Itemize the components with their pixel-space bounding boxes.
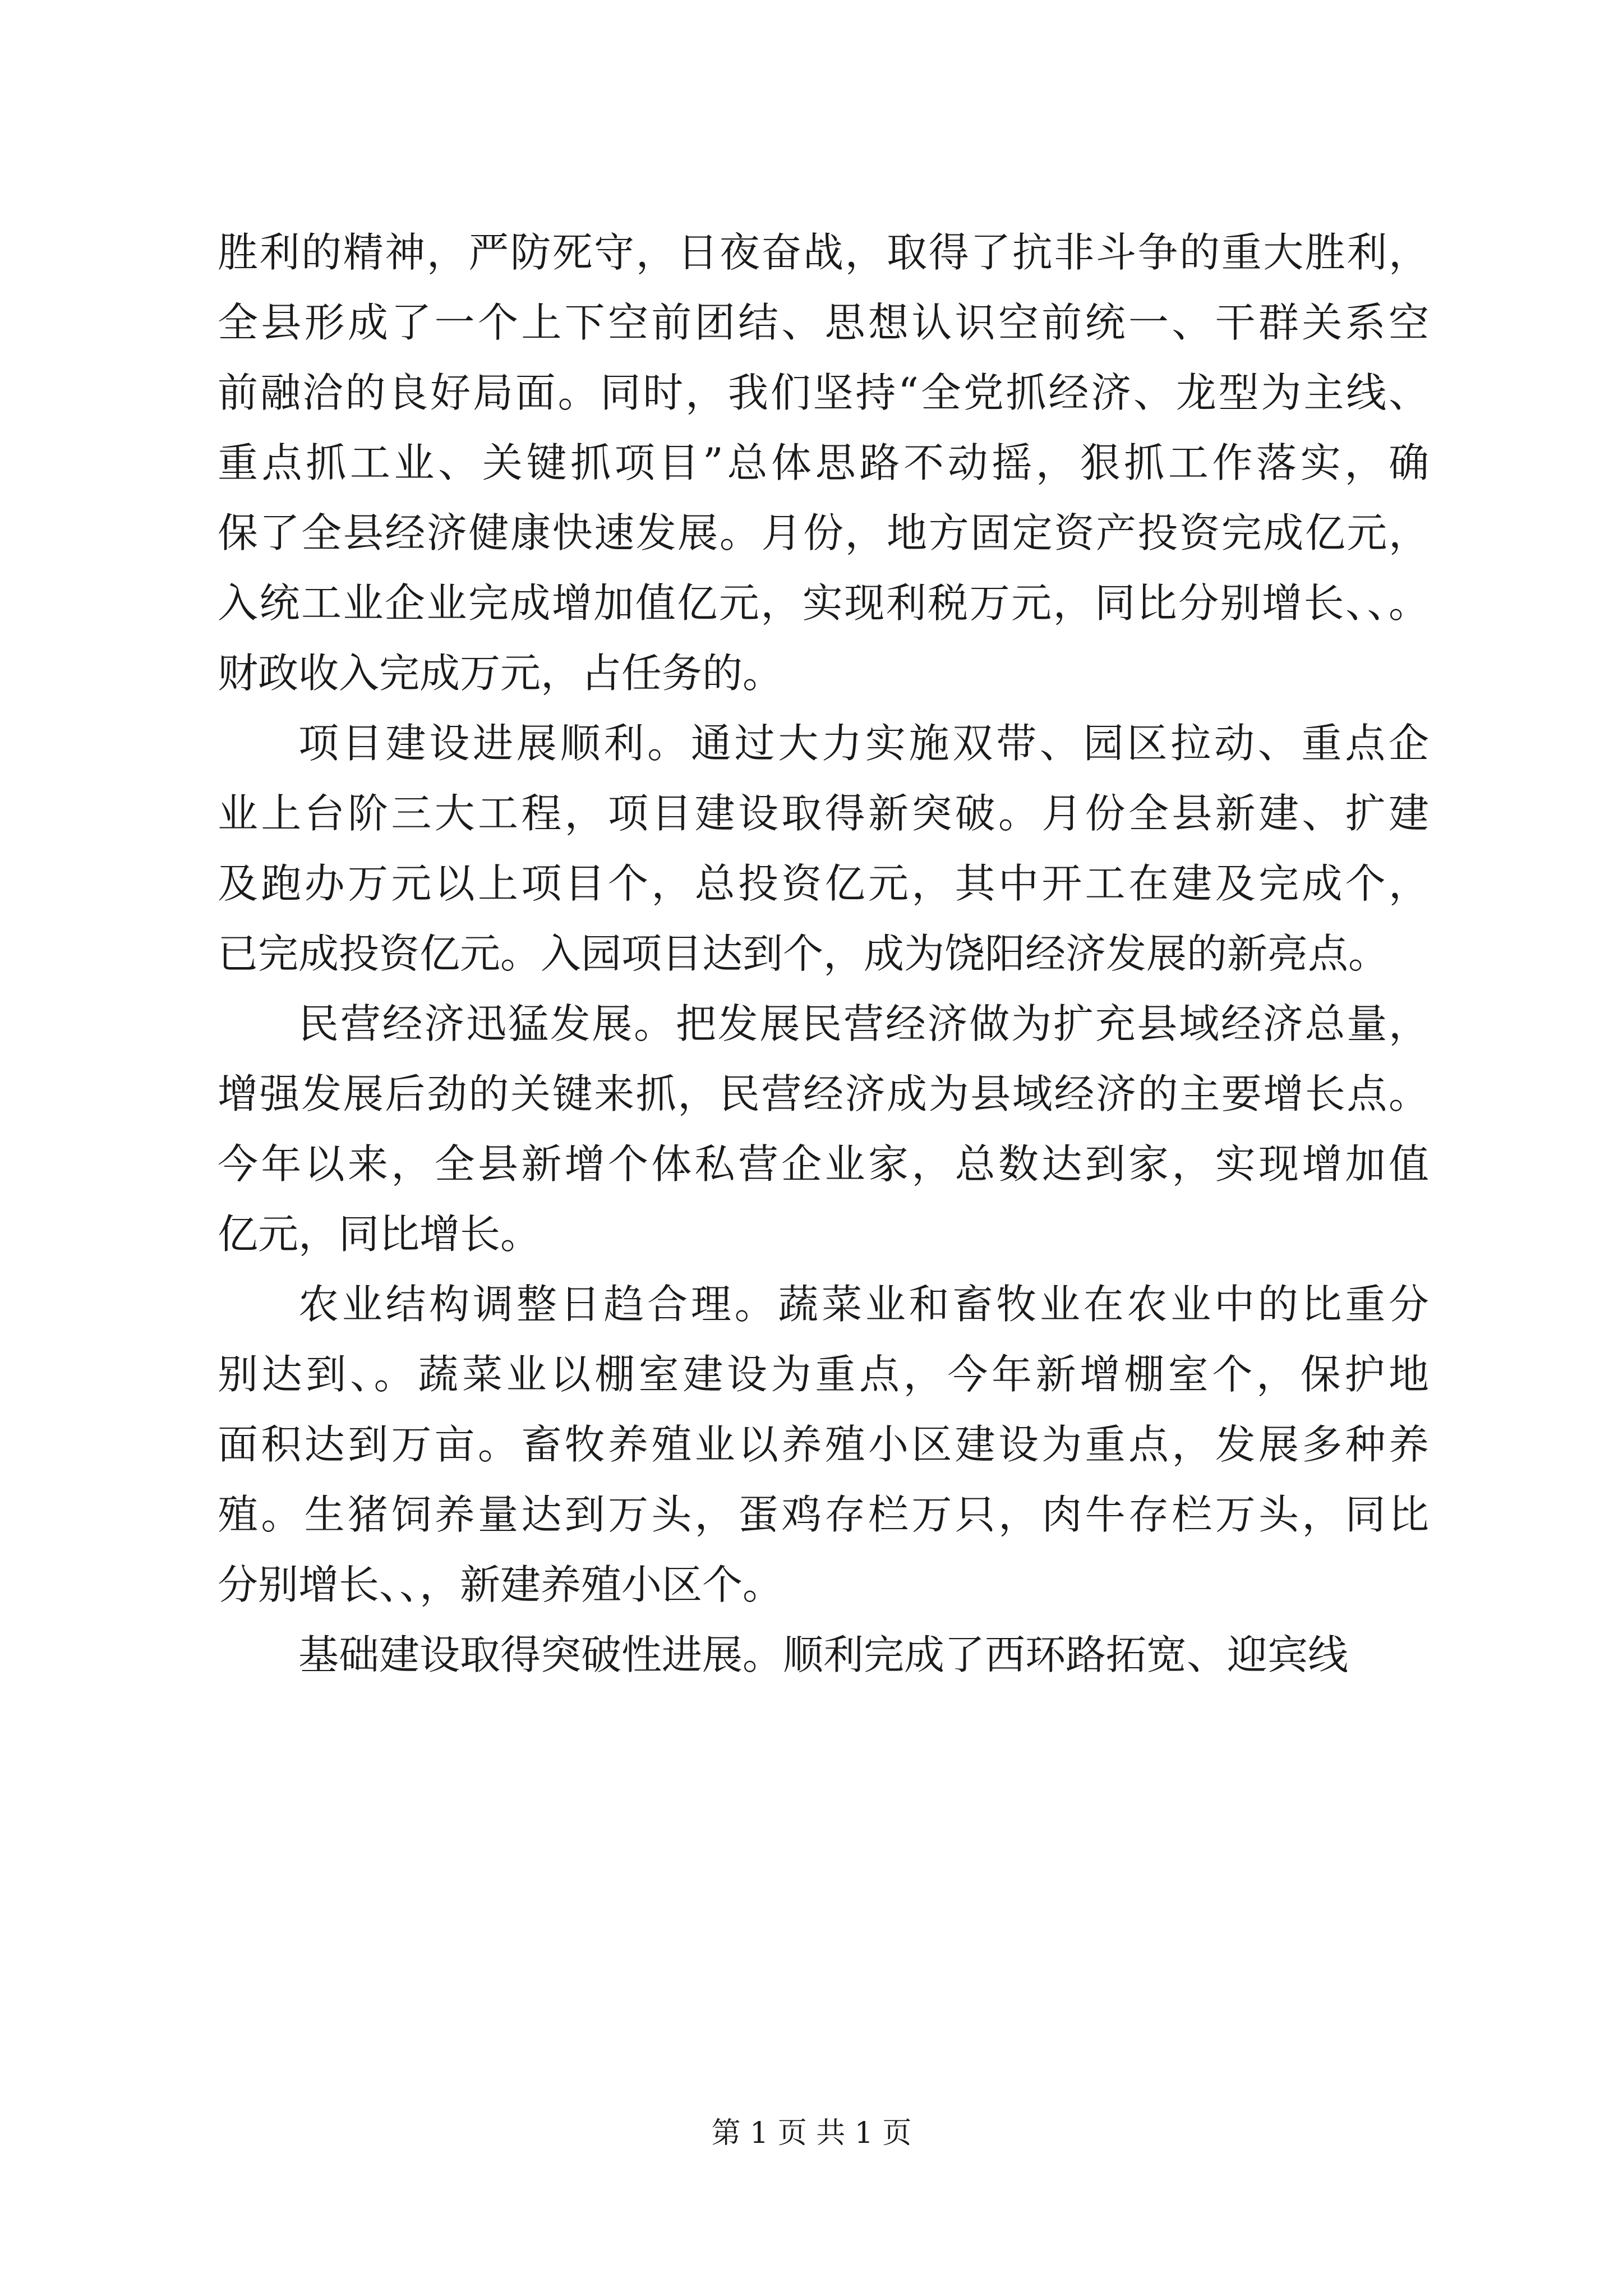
text-line: 面积达到万亩。畜牧养殖业以养殖小区建设为重点，发展多种养 <box>218 1421 1429 1468</box>
text-line: 今年以来，全县新增个体私营企业家，总数达到家，实现增加值 <box>218 1140 1429 1188</box>
text-line: 已完成投资亿元。入园项目达到个，成为饶阳经济发展的新亮点。 <box>218 930 1389 977</box>
text-line: 重点抓工业、关键抓项目”总体思路不动摇，狠抓工作落实，确 <box>218 439 1429 486</box>
text-line: 农业结构调整日趋合理。蔬菜业和畜牧业在农业中的比重分 <box>298 1281 1429 1328</box>
text-line: 保了全县经济健康快速发展。月份，地方固定资产投资完成亿元， <box>218 509 1429 556</box>
text-line: 及跑办万元以上项目个，总投资亿元，其中开工在建及完成个， <box>218 860 1429 907</box>
text-line: 别达到、。蔬菜业以棚室建设为重点，今年新增棚室个，保护地 <box>218 1351 1429 1398</box>
text-line: 分别增长、、，新建养殖小区个。 <box>218 1561 783 1608</box>
paragraph <box>218 708 1429 989</box>
text-line: 前融洽的良好局面。同时，我们坚持“全党抓经济、龙型为主线、 <box>218 369 1429 416</box>
paragraph <box>218 1620 1429 1690</box>
document-body <box>218 218 1429 1690</box>
paragraph <box>218 218 1429 708</box>
paragraph <box>218 1269 1429 1620</box>
text-line: 胜利的精神，严防死守，日夜奋战，取得了抗非斗争的重大胜利， <box>218 229 1429 276</box>
text-line: 亿元，同比增长。 <box>218 1211 541 1258</box>
page-footer: 第 1 页 共 1 页 <box>711 2116 912 2150</box>
text-line: 入统工业企业完成增加值亿元，实现利税万元，同比分别增长、、。 <box>218 579 1429 627</box>
text-line: 基础建设取得突破性进展。顺利完成了西环路拓宽、迎宾线 <box>298 1631 1349 1678</box>
text-line: 全县形成了一个上下空前团结、思想认识空前统一、干群关系空 <box>218 299 1429 346</box>
paragraph <box>218 989 1429 1269</box>
text-line: 增强发展后劲的关键来抓，民营经济成为县域经济的主要增长点。 <box>218 1070 1429 1117</box>
text-line: 民营经济迅猛发展。把发展民营经济做为扩充县域经济总量， <box>298 1000 1429 1047</box>
text-line: 殖。生猪饲养量达到万头，蛋鸡存栏万只，肉牛存栏万头，同比 <box>218 1491 1429 1538</box>
text-line: 项目建设进展顺利。通过大力实施双带、园区拉动、重点企 <box>298 720 1429 767</box>
text-line: 财政收入完成万元，占任务的。 <box>218 650 783 697</box>
text-line: 业上台阶三大工程，项目建设取得新突破。月份全县新建、扩建 <box>218 790 1429 837</box>
